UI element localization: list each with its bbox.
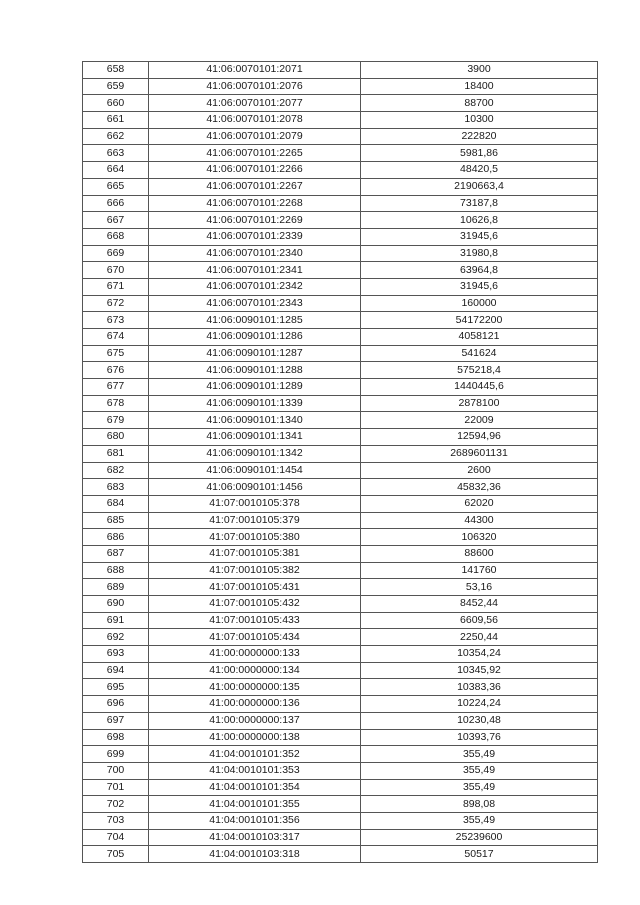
- row-number-cell: 689: [83, 579, 149, 596]
- cadastral-number-cell: 41:06:0070101:2071: [149, 62, 361, 79]
- table-row: [83, 495, 598, 512]
- value-cell: 18400: [361, 78, 598, 95]
- value-cell: 54172200: [361, 312, 598, 329]
- cadastral-number-cell: 41:07:0010105:432: [149, 596, 361, 613]
- value-cell: 62020: [361, 495, 598, 512]
- table-row: [83, 479, 598, 496]
- cadastral-number-cell: 41:04:0010101:352: [149, 746, 361, 763]
- value-cell: 31945,6: [361, 278, 598, 295]
- table-row: [83, 445, 598, 462]
- table-row: [83, 846, 598, 863]
- row-number-cell: 658: [83, 62, 149, 79]
- cadastral-number-cell: 41:04:0010103:318: [149, 846, 361, 863]
- row-number-cell: 683: [83, 479, 149, 496]
- row-number-cell: 679: [83, 412, 149, 429]
- table-row: [83, 829, 598, 846]
- table-row: [83, 412, 598, 429]
- row-number-cell: 705: [83, 846, 149, 863]
- row-number-cell: 701: [83, 779, 149, 796]
- value-cell: 10224,24: [361, 696, 598, 713]
- row-number-cell: 670: [83, 262, 149, 279]
- table-row: [83, 278, 598, 295]
- table-row: [83, 712, 598, 729]
- value-cell: 10393,76: [361, 729, 598, 746]
- row-number-cell: 674: [83, 329, 149, 346]
- value-cell: 44300: [361, 512, 598, 529]
- row-number-cell: 687: [83, 545, 149, 562]
- table-row: [83, 596, 598, 613]
- value-cell: 10300: [361, 112, 598, 129]
- cadastral-number-cell: 41:04:0010101:356: [149, 812, 361, 829]
- cadastral-number-cell: 41:06:0090101:1340: [149, 412, 361, 429]
- value-cell: 3900: [361, 62, 598, 79]
- row-number-cell: 688: [83, 562, 149, 579]
- cadastral-number-cell: 41:07:0010105:433: [149, 612, 361, 629]
- value-cell: 575218,4: [361, 362, 598, 379]
- row-number-cell: 664: [83, 162, 149, 179]
- value-cell: 53,16: [361, 579, 598, 596]
- cadastral-number-cell: 41:06:0070101:2266: [149, 162, 361, 179]
- value-cell: 8452,44: [361, 596, 598, 613]
- table-row: [83, 779, 598, 796]
- table-row: [83, 312, 598, 329]
- cadastral-number-cell: 41:07:0010105:382: [149, 562, 361, 579]
- row-number-cell: 671: [83, 278, 149, 295]
- value-cell: 2190663,4: [361, 178, 598, 195]
- row-number-cell: 690: [83, 596, 149, 613]
- table-row: [83, 562, 598, 579]
- table-row: [83, 796, 598, 813]
- cadastral-number-cell: 41:04:0010103:317: [149, 829, 361, 846]
- value-cell: 10626,8: [361, 212, 598, 229]
- row-number-cell: 680: [83, 429, 149, 446]
- cadastral-number-cell: 41:06:0070101:2340: [149, 245, 361, 262]
- value-cell: 355,49: [361, 762, 598, 779]
- value-cell: 141760: [361, 562, 598, 579]
- value-cell: 31980,8: [361, 245, 598, 262]
- cadastral-number-cell: 41:06:0070101:2341: [149, 262, 361, 279]
- cadastral-number-cell: 41:00:0000000:136: [149, 696, 361, 713]
- row-number-cell: 667: [83, 212, 149, 229]
- cadastral-number-cell: 41:00:0000000:138: [149, 729, 361, 746]
- table-row: [83, 579, 598, 596]
- table-row: [83, 178, 598, 195]
- table-row: [83, 245, 598, 262]
- row-number-cell: 691: [83, 612, 149, 629]
- row-number-cell: 699: [83, 746, 149, 763]
- table-row: [83, 62, 598, 79]
- cadastral-number-cell: 41:04:0010101:353: [149, 762, 361, 779]
- row-number-cell: 665: [83, 178, 149, 195]
- table-row: [83, 529, 598, 546]
- cadastral-number-cell: 41:07:0010105:431: [149, 579, 361, 596]
- table-row: [83, 545, 598, 562]
- cadastral-number-cell: 41:06:0070101:2268: [149, 195, 361, 212]
- table-row: [83, 762, 598, 779]
- cadastral-number-cell: 41:06:0090101:1454: [149, 462, 361, 479]
- table-row: [83, 345, 598, 362]
- row-number-cell: 685: [83, 512, 149, 529]
- value-cell: 355,49: [361, 812, 598, 829]
- cadastral-number-cell: 41:07:0010105:434: [149, 629, 361, 646]
- value-cell: 222820: [361, 128, 598, 145]
- row-number-cell: 704: [83, 829, 149, 846]
- cadastral-number-cell: 41:06:0070101:2265: [149, 145, 361, 162]
- row-number-cell: 681: [83, 445, 149, 462]
- table-row: [83, 228, 598, 245]
- cadastral-number-cell: 41:06:0070101:2267: [149, 178, 361, 195]
- value-cell: 31945,6: [361, 228, 598, 245]
- table-row: [83, 679, 598, 696]
- row-number-cell: 661: [83, 112, 149, 129]
- cadastral-number-cell: 41:00:0000000:135: [149, 679, 361, 696]
- table-row: [83, 145, 598, 162]
- row-number-cell: 697: [83, 712, 149, 729]
- row-number-cell: 676: [83, 362, 149, 379]
- cadastral-number-cell: 41:06:0070101:2343: [149, 295, 361, 312]
- table-row: [83, 362, 598, 379]
- table-row: [83, 112, 598, 129]
- table-row: [83, 662, 598, 679]
- value-cell: 10354,24: [361, 646, 598, 663]
- cadastral-number-cell: 41:00:0000000:137: [149, 712, 361, 729]
- value-cell: 1440445,6: [361, 379, 598, 396]
- value-cell: 48420,5: [361, 162, 598, 179]
- table-row: [83, 729, 598, 746]
- table-row: [83, 696, 598, 713]
- row-number-cell: 668: [83, 228, 149, 245]
- value-cell: 106320: [361, 529, 598, 546]
- value-cell: 63964,8: [361, 262, 598, 279]
- cadastral-number-cell: 41:06:0070101:2339: [149, 228, 361, 245]
- row-number-cell: 663: [83, 145, 149, 162]
- cadastral-number-cell: 41:06:0090101:1341: [149, 429, 361, 446]
- table-row: [83, 646, 598, 663]
- row-number-cell: 672: [83, 295, 149, 312]
- cadastral-number-cell: 41:06:0090101:1289: [149, 379, 361, 396]
- cadastral-number-cell: 41:06:0070101:2269: [149, 212, 361, 229]
- cadastral-number-cell: 41:06:0090101:1342: [149, 445, 361, 462]
- row-number-cell: 694: [83, 662, 149, 679]
- value-cell: 2600: [361, 462, 598, 479]
- table-row: [83, 429, 598, 446]
- cadastral-number-cell: 41:07:0010105:378: [149, 495, 361, 512]
- table-row: [83, 162, 598, 179]
- table-body: [83, 62, 598, 863]
- cadastral-number-cell: 41:07:0010105:380: [149, 529, 361, 546]
- value-cell: 50517: [361, 846, 598, 863]
- cadastral-number-cell: 41:00:0000000:134: [149, 662, 361, 679]
- value-cell: 2689601131: [361, 445, 598, 462]
- table-row: [83, 195, 598, 212]
- row-number-cell: 696: [83, 696, 149, 713]
- value-cell: 541624: [361, 345, 598, 362]
- value-cell: 4058121: [361, 329, 598, 346]
- table-row: [83, 379, 598, 396]
- cadastral-number-cell: 41:06:0090101:1339: [149, 395, 361, 412]
- table-row: [83, 295, 598, 312]
- cadastral-number-cell: 41:06:0090101:1287: [149, 345, 361, 362]
- row-number-cell: 692: [83, 629, 149, 646]
- cadastral-number-cell: 41:07:0010105:379: [149, 512, 361, 529]
- table-row: [83, 746, 598, 763]
- value-cell: 22009: [361, 412, 598, 429]
- value-cell: 10383,36: [361, 679, 598, 696]
- cadastral-number-cell: 41:06:0070101:2079: [149, 128, 361, 145]
- row-number-cell: 662: [83, 128, 149, 145]
- cadastral-number-cell: 41:06:0090101:1286: [149, 329, 361, 346]
- table-row: [83, 512, 598, 529]
- row-number-cell: 673: [83, 312, 149, 329]
- table-row: [83, 262, 598, 279]
- cadastral-number-cell: 41:06:0070101:2078: [149, 112, 361, 129]
- value-cell: 6609,56: [361, 612, 598, 629]
- table-row: [83, 395, 598, 412]
- value-cell: 12594,96: [361, 429, 598, 446]
- table-row: [83, 329, 598, 346]
- value-cell: 10230,48: [361, 712, 598, 729]
- row-number-cell: 695: [83, 679, 149, 696]
- cadastral-number-cell: 41:04:0010101:354: [149, 779, 361, 796]
- cadastral-table: [82, 61, 598, 863]
- cadastral-number-cell: 41:06:0070101:2077: [149, 95, 361, 112]
- cadastral-number-cell: 41:06:0090101:1285: [149, 312, 361, 329]
- value-cell: 5981,86: [361, 145, 598, 162]
- row-number-cell: 675: [83, 345, 149, 362]
- row-number-cell: 700: [83, 762, 149, 779]
- table-row: [83, 78, 598, 95]
- value-cell: 73187,8: [361, 195, 598, 212]
- row-number-cell: 678: [83, 395, 149, 412]
- table-row: [83, 812, 598, 829]
- table-row: [83, 629, 598, 646]
- cadastral-number-cell: 41:04:0010101:355: [149, 796, 361, 813]
- cadastral-number-cell: 41:06:0090101:1456: [149, 479, 361, 496]
- row-number-cell: 684: [83, 495, 149, 512]
- value-cell: 355,49: [361, 746, 598, 763]
- row-number-cell: 686: [83, 529, 149, 546]
- value-cell: 88700: [361, 95, 598, 112]
- value-cell: 2878100: [361, 395, 598, 412]
- value-cell: 45832,36: [361, 479, 598, 496]
- table-row: [83, 212, 598, 229]
- value-cell: 25239600: [361, 829, 598, 846]
- row-number-cell: 682: [83, 462, 149, 479]
- table-row: [83, 612, 598, 629]
- value-cell: 88600: [361, 545, 598, 562]
- table-row: [83, 462, 598, 479]
- table-row: [83, 95, 598, 112]
- value-cell: 160000: [361, 295, 598, 312]
- cadastral-number-cell: 41:07:0010105:381: [149, 545, 361, 562]
- row-number-cell: 702: [83, 796, 149, 813]
- value-cell: 898,08: [361, 796, 598, 813]
- row-number-cell: 660: [83, 95, 149, 112]
- row-number-cell: 698: [83, 729, 149, 746]
- row-number-cell: 669: [83, 245, 149, 262]
- value-cell: 2250,44: [361, 629, 598, 646]
- row-number-cell: 666: [83, 195, 149, 212]
- value-cell: 10345,92: [361, 662, 598, 679]
- row-number-cell: 677: [83, 379, 149, 396]
- row-number-cell: 703: [83, 812, 149, 829]
- cadastral-number-cell: 41:06:0070101:2076: [149, 78, 361, 95]
- row-number-cell: 693: [83, 646, 149, 663]
- row-number-cell: 659: [83, 78, 149, 95]
- cadastral-number-cell: 41:06:0070101:2342: [149, 278, 361, 295]
- cadastral-number-cell: 41:06:0090101:1288: [149, 362, 361, 379]
- table-row: [83, 128, 598, 145]
- cadastral-number-cell: 41:00:0000000:133: [149, 646, 361, 663]
- value-cell: 355,49: [361, 779, 598, 796]
